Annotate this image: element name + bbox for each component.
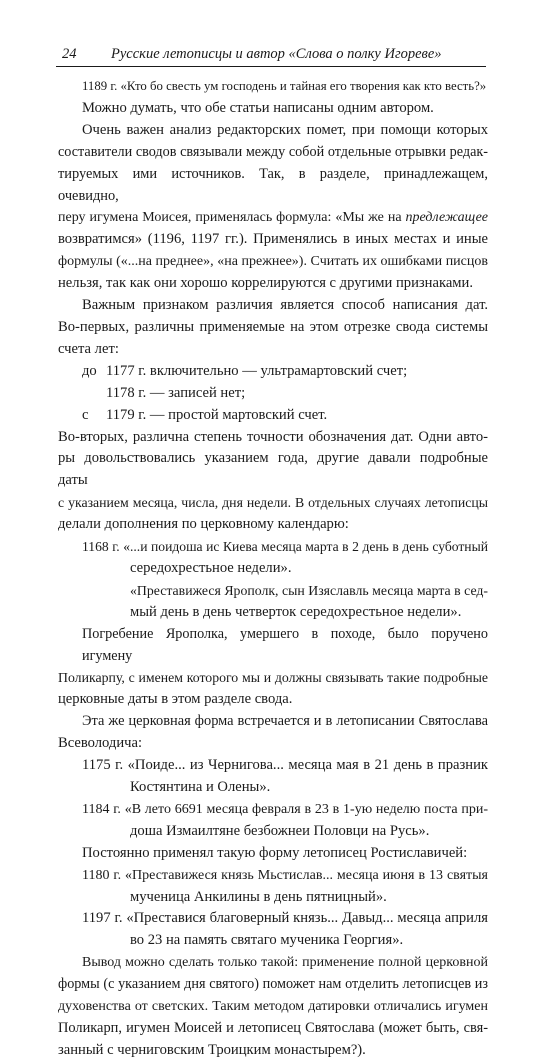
chronicle-quote	[58, 799, 488, 843]
text-line: Во-вторых, различна степень точности обозначения дат. Одни авто-	[58, 428, 488, 445]
text-run: перу игумена Моисея, применялась формула: «Мы же на	[58, 210, 406, 226]
text-line: Можно думать, что обе статьи написаны одним автором.	[82, 99, 434, 116]
text-line: церковные даты в этом разделе свода.	[58, 691, 293, 708]
text-line: Эта же церковная форма встречается и в летописании Святослава	[82, 713, 488, 730]
text-line: счета лет:	[58, 340, 119, 357]
chronicle-quote	[58, 536, 488, 624]
text-line: ры довольствовались указанием года, другие давали подробные даты	[58, 450, 488, 489]
paragraph	[58, 427, 488, 537]
text-line: «Преставижеся Ярополк, сын Изяславль месяца марта в сед-	[130, 582, 488, 598]
text-line: духовенства от светских. Таким методом датировки отличались игумен	[58, 999, 488, 1015]
text-line: Вывод можно сделать только такой: применение полной церковной	[82, 955, 488, 971]
text-line: 1184 г. «В лето 6691 месяца февраля в 23 в 1-ую неделю поста при-	[82, 801, 488, 817]
text-line: Очень важен анализ редакторских помет, при помощи которых	[82, 121, 488, 138]
paragraph	[58, 76, 488, 120]
text-line: Постоянно применял такую форму летописец Ростиславичей:	[82, 844, 468, 861]
paragraph	[58, 952, 488, 1062]
text-line: Погребение Ярополка, умершего в походе, было поручено игумену	[82, 625, 488, 664]
text-line: 1175 г. «Поиде... из Чернигова... месяца мая в 21 день в празник	[82, 757, 488, 774]
chronicle-quote	[58, 865, 488, 909]
text-line: 1197 г. «Преставися благоверный князь... Давыд... месяца априля	[82, 910, 488, 927]
text-line: формы (с указанием дня святого) поможет нам отделить летописцев из	[58, 976, 488, 993]
paragraph	[58, 120, 488, 295]
text-line: Важным признаком различия является способ написания дат.	[82, 297, 488, 314]
text-line: 1180 г. «Преставижеся князь Мьстислав... месяца июня в 13 святыя	[82, 867, 488, 883]
chronicle-quote	[58, 908, 488, 952]
paragraph	[58, 295, 488, 361]
text-line: нельзя, так как они хорошо коррелируются с другими признаками.	[58, 275, 474, 292]
page-body	[58, 76, 488, 1062]
chronicle-quote	[58, 755, 488, 799]
text-line: Всеволодича:	[58, 735, 143, 752]
text-line: составители сводов связывали между собой отдельные отрывки редак-	[58, 143, 488, 160]
text-line: Поликарпу, с именем которого мы и должны связывать такие подробные	[58, 670, 488, 686]
running-title: Русские летописцы и автор «Слова о полку Игореве»	[111, 46, 442, 62]
row-label: до	[82, 362, 97, 379]
text-line	[58, 207, 488, 229]
paragraph	[58, 711, 488, 755]
text-line: делали дополнения по церковному календарю:	[58, 516, 349, 533]
text-line: во 23 на память святаго мученика Георгия».	[130, 932, 404, 949]
chronology-row	[58, 383, 488, 405]
text-line: середохрестьное недели».	[130, 559, 292, 576]
text-line: занный с черниговским Троицким монастырем?).	[58, 1041, 366, 1058]
text-line: 1168 г. «...и поидоша ис Киева месяца марта в 2 день в день суботный	[82, 539, 488, 555]
running-header	[56, 44, 486, 67]
paragraph	[58, 843, 488, 865]
text-line: с указанием месяца, числа, дня недели. В отдельных случаях летописцы	[58, 495, 488, 511]
text-line: доша Измаилтяне безбожнеи Половци на Русь».	[130, 822, 430, 839]
row-text: 1178 г. — записей нет;	[106, 384, 246, 401]
text-line: Во-первых, различны применяемые на этом отрезке свода системы	[58, 318, 488, 335]
chronology-row	[58, 405, 488, 427]
text-line: 1189 г. «Кто бо свесть ум господень и тайная его творения как кто весть?»	[82, 79, 487, 93]
text-line: мый день в день четверток середохрестьное недели».	[130, 603, 462, 620]
text-line: Костянтина и Олены».	[130, 779, 271, 795]
chronology-row	[58, 361, 488, 383]
paragraph	[58, 624, 488, 712]
row-text: 1179 г. — простой мартовский счет.	[106, 406, 328, 423]
page-number: 24	[62, 46, 77, 62]
text-line: тируемых ими источников. Так, в разделе, принадлежащем, очевидно,	[58, 165, 488, 204]
text-line: формулы («...на преднее», «на прежнее»). Считать их ошибками писцов	[58, 254, 488, 270]
italic-term: предлежащее	[405, 210, 488, 226]
text-line: Поликарп, игумен Моисей и летописец Святослава (может быть, свя-	[58, 1019, 488, 1036]
chronology-list	[58, 361, 488, 427]
text-line: возвратимся» (1196, 1197 гг.). Применялись в иных местах и иные	[58, 231, 488, 248]
row-label: с	[82, 406, 89, 423]
row-text: 1177 г. включительно — ультрамартовский счет;	[106, 362, 408, 379]
text-line: мученица Анкилины в день пятницный».	[130, 888, 387, 905]
